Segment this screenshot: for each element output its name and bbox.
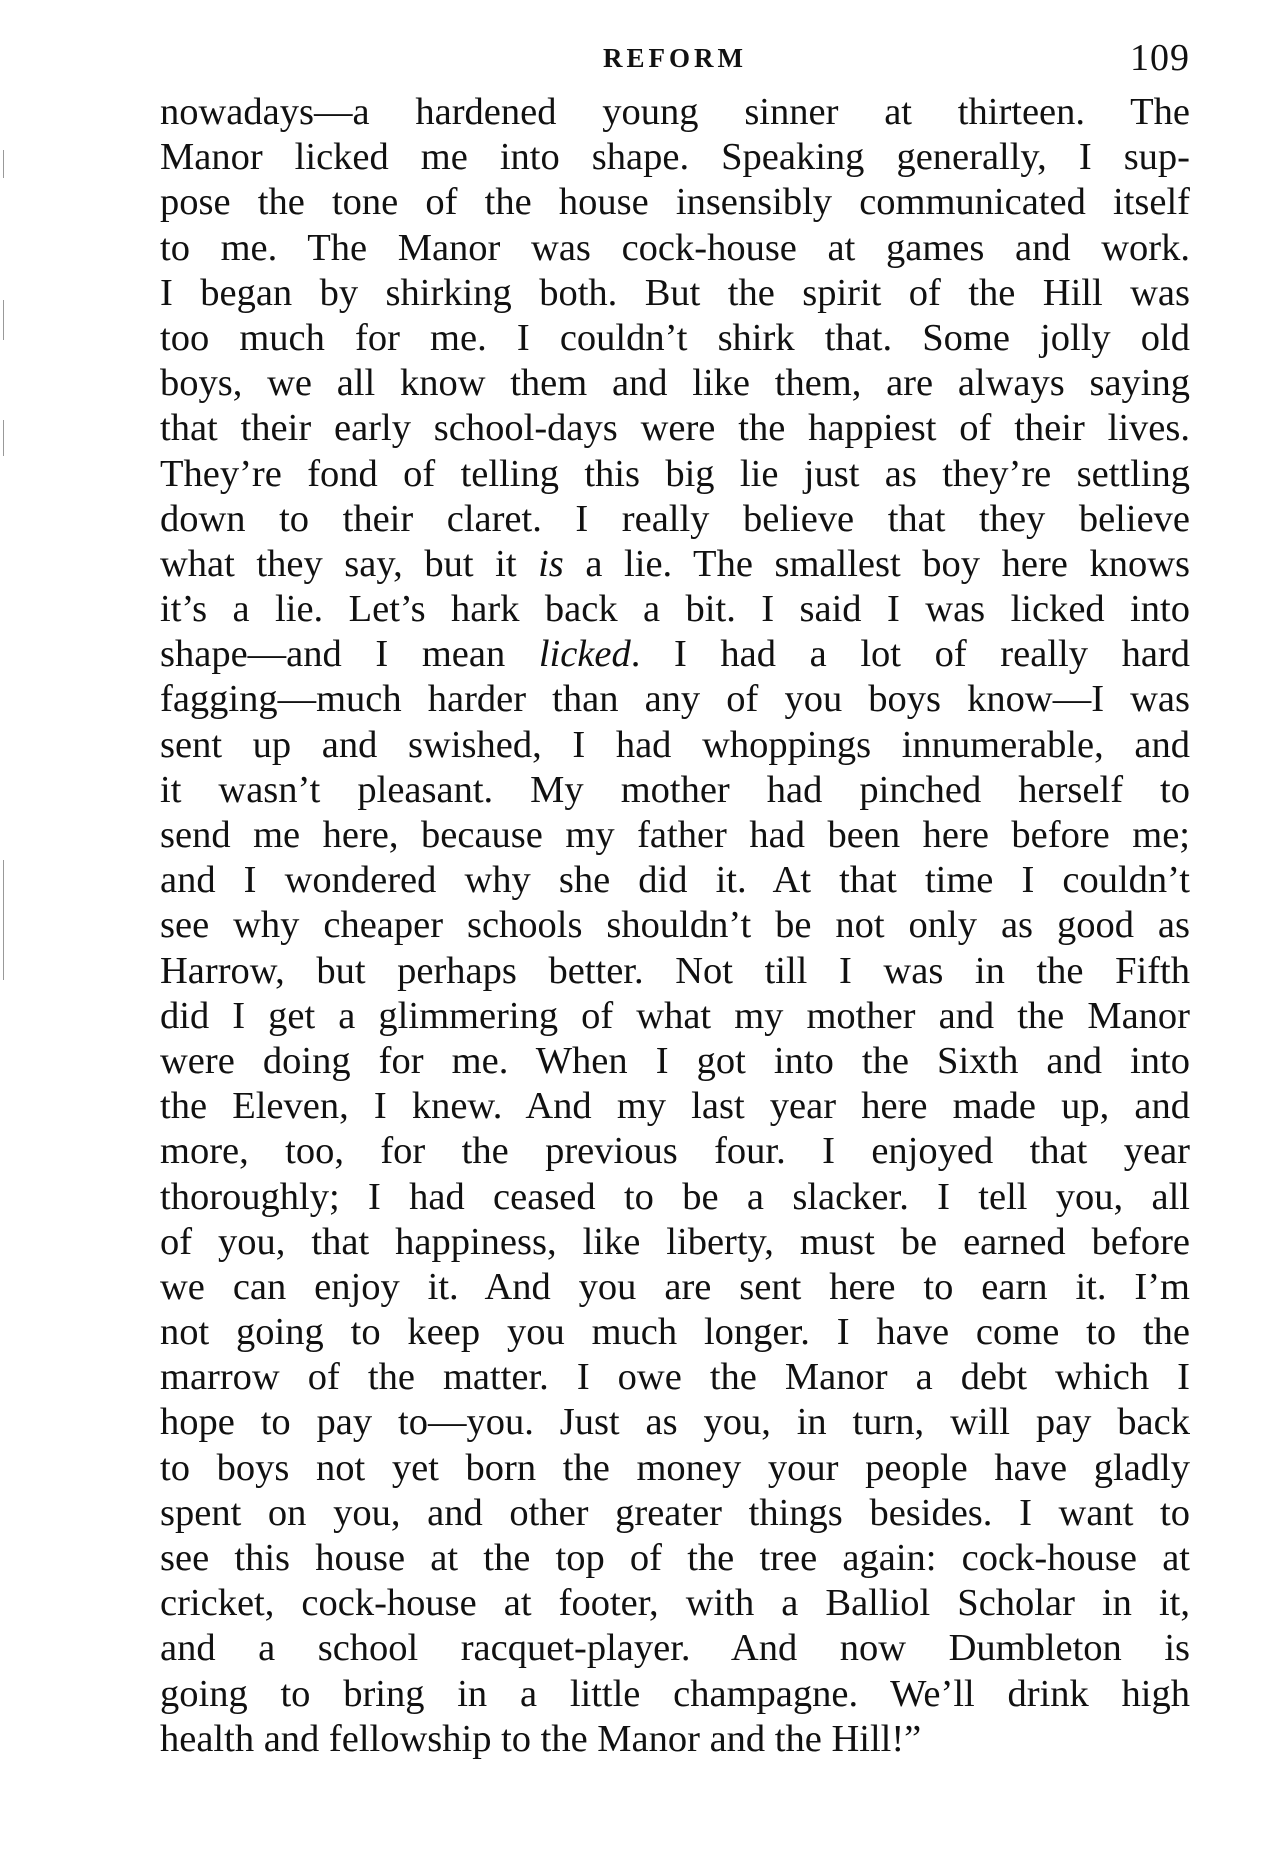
text-line: it’s a lie. Let’s hark back a bit. I said I was licked into bbox=[160, 588, 1190, 631]
emphasis: licked bbox=[538, 633, 631, 676]
margin-scan-mark bbox=[3, 300, 4, 340]
text-line: thoroughly; I had ceased to be a slacker. I tell you, all bbox=[160, 1175, 1190, 1218]
text-line: Harrow, but perhaps better. Not till I was in the Fifth bbox=[160, 949, 1190, 992]
text-line: cricket, cock-house at footer, with a Balliol Scholar in it, bbox=[160, 1582, 1190, 1625]
text-line: going to bring in a little champagne. We’ll drink high bbox=[160, 1672, 1190, 1715]
text-line: it wasn’t pleasant. My mother had pinched herself to bbox=[160, 768, 1190, 811]
text-line: see this house at the top of the tree again: cock-house at bbox=[160, 1537, 1190, 1579]
text-line: and I wondered why she did it. At that time I couldn’t bbox=[160, 859, 1190, 902]
text-line: of you, that happiness, like liberty, must be earned before bbox=[160, 1220, 1190, 1263]
text-line: shape—and I mean licked. I had a lot of really hard bbox=[160, 633, 1190, 676]
text-line: health and fellowship to the Manor and the Hill!” bbox=[160, 1717, 922, 1760]
text-line: spent on you, and other greater things besides. I want to bbox=[160, 1491, 1190, 1534]
text-line: Manor licked me into shape. Speaking generally, I sup- bbox=[160, 136, 1190, 179]
text-line: not going to keep you much longer. I have come to the bbox=[160, 1311, 1190, 1354]
margin-scan-mark bbox=[3, 150, 4, 178]
text-line: I began by shirking both. But the spirit of the Hill was bbox=[160, 271, 1190, 314]
text-line: see why cheaper schools shouldn’t be not only as good as bbox=[160, 904, 1190, 947]
text-line: that their early school-days were the happiest of their lives. bbox=[160, 407, 1190, 450]
text-line: did I get a glimmering of what my mother and the Manor bbox=[160, 994, 1190, 1037]
emphasis: is bbox=[538, 542, 564, 585]
text-line: we can enjoy it. And you are sent here to earn it. I’m bbox=[160, 1265, 1190, 1308]
text-line: were doing for me. When I got into the Sixth and into bbox=[160, 1039, 1190, 1082]
text-line: fagging—much harder than any of you boys know—I was bbox=[160, 678, 1190, 721]
page-number: 109 bbox=[1130, 37, 1190, 79]
text-line: pose the tone of the house insensibly communicated itself bbox=[160, 181, 1190, 224]
text-line: what they say, but it is a lie. The smallest boy here knows bbox=[160, 542, 1190, 585]
running-head bbox=[160, 38, 1190, 78]
text-line: and a school racquet-player. And now Dumbleton is bbox=[160, 1627, 1190, 1670]
text-line: They’re fond of telling this big lie just as they’re settling bbox=[160, 452, 1190, 495]
text-line: boys, we all know them and like them, are always saying bbox=[160, 362, 1190, 405]
text-line: to boys not yet born the money your people have gladly bbox=[160, 1446, 1190, 1489]
text-line: hope to pay to—you. Just as you, in turn, will pay back bbox=[160, 1401, 1190, 1444]
text-line: down to their claret. I really believe that they believe bbox=[160, 497, 1190, 540]
text-line: nowadays—a hardened young sinner at thirteen. The bbox=[160, 91, 1190, 133]
text-line: sent up and swished, I had whoppings innumerable, and bbox=[160, 723, 1190, 766]
body-text bbox=[160, 90, 1190, 1762]
margin-scan-mark bbox=[3, 420, 4, 456]
text-line: the Eleven, I knew. And my last year here made up, and bbox=[160, 1085, 1190, 1128]
text-line: marrow of the matter. I owe the Manor a debt which I bbox=[160, 1356, 1190, 1399]
text-line: to me. The Manor was cock-house at games and work. bbox=[160, 226, 1190, 269]
text-line: more, too, for the previous four. I enjoyed that year bbox=[160, 1130, 1190, 1173]
margin-scan-mark bbox=[3, 860, 4, 980]
running-title: REFORM bbox=[603, 43, 747, 73]
text-line: send me here, because my father had been here before me; bbox=[160, 814, 1190, 856]
text-line: too much for me. I couldn’t shirk that. Some jolly old bbox=[160, 316, 1190, 359]
